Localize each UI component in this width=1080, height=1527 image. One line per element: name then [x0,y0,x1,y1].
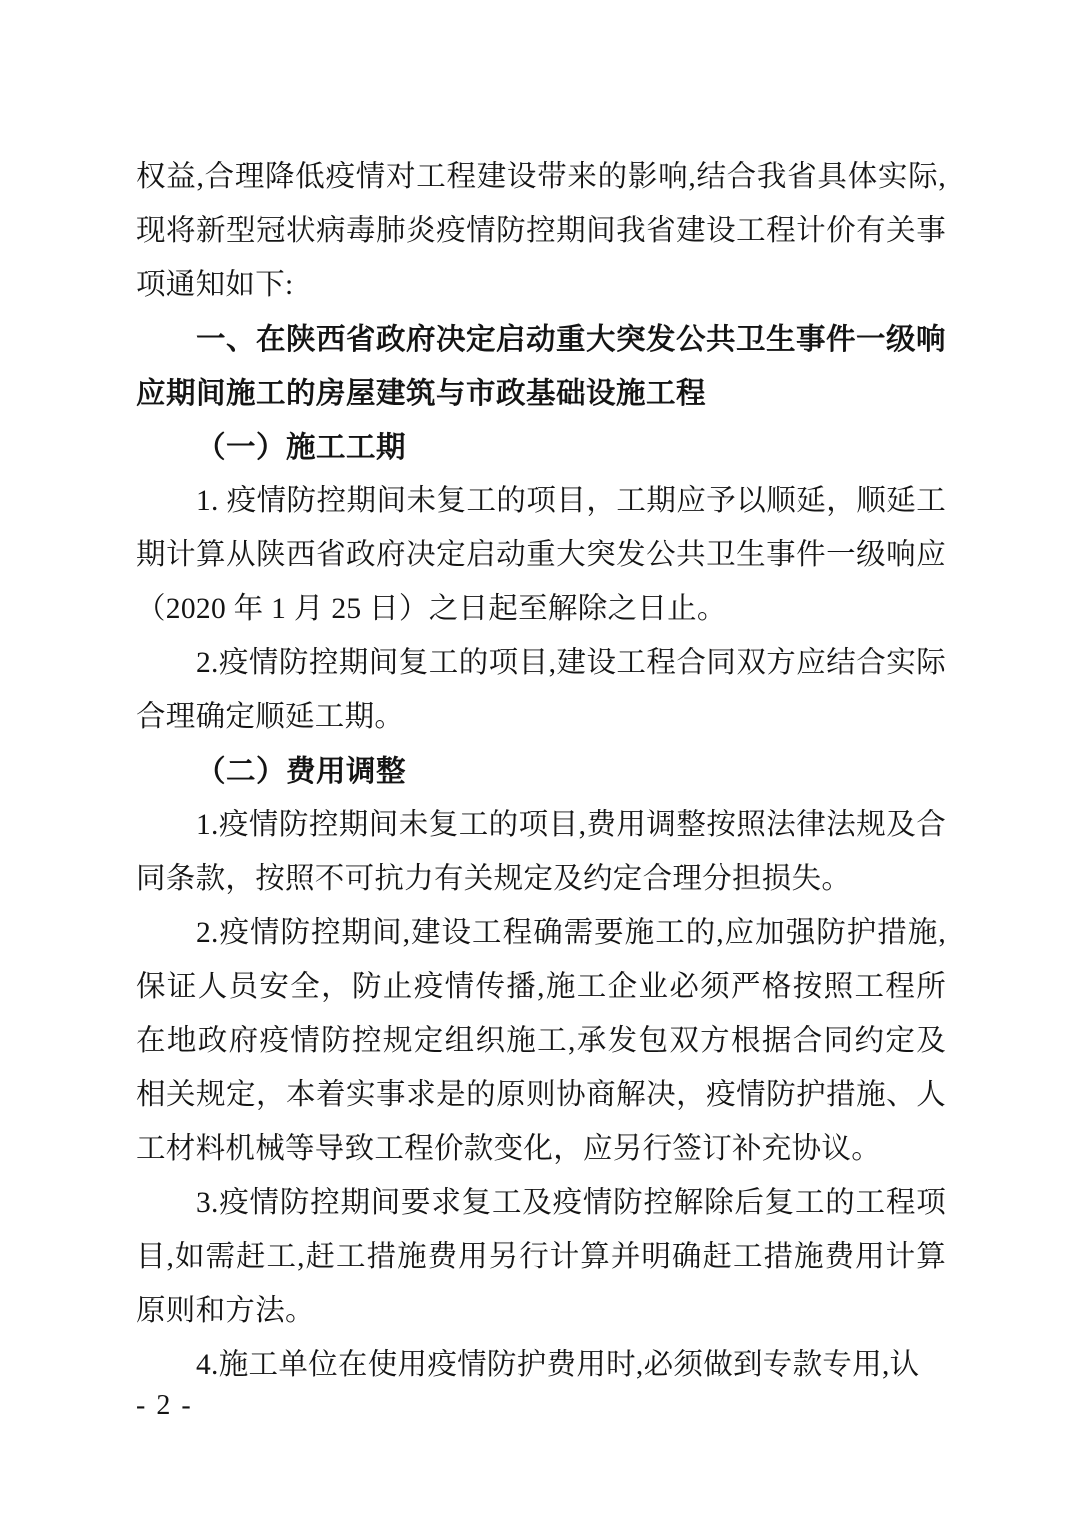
paragraph-2-1: 1.疫情防控期间未复工的项目,费用调整按照法律法规及合同条款，按照不可抗力有关规定及约定合理分担损失。 [136,809,946,895]
page-number: - 2 - [136,1390,193,1421]
paragraph-1-1: 1. 疫情防控期间未复工的项目，工期应予以顺延，顺延工期计算从陕西省政府决定启动重大突发公共卫生事件一级响应（2020 年 1 月 25 日）之日起至解除之日止。 [136,485,946,625]
section-heading-one: 一、在陕西省政府决定启动重大突发公共卫生事件一级响应期间施工的房屋建筑与市政基础设施工程 [136,321,947,410]
paragraph-2-3: 3.疫情防控期间要求复工及疫情防控解除后复工的工程项目,如需赶工,赶工措施费用另行计算并明确赶工措施费用计算原则和方法。 [136,1187,946,1327]
paragraph-1-2: 2.疫情防控期间复工的项目,建设工程合同双方应结合实际合理确定顺延工期。 [136,647,946,733]
paragraph-continuation: 权益,合理降低疫情对工程建设带来的影响,结合我省具体实际,现将新型冠状病毒肺炎疫情防控期间我省建设工程计价有关事项通知如下: [136,161,946,301]
subsection-heading-construction-period: （一）施工工期 [196,429,407,464]
subsection-heading-cost-adjustment: （二）费用调整 [196,753,407,788]
document-body [136,150,946,1392]
paragraph-2-2: 2.疫情防控期间,建设工程确需要施工的,应加强防护措施,保证人员安全，防止疫情传播,施工企业必须严格按照工程所在地政府疫情防控规定组织施工,承发包双方根据合同约定及相关规定，本着实事求是的原则协商解决，疫情防护措施、人工材料机械等导致工程价款变化，应另行签订补充协议。 [136,917,946,1165]
paragraph-2-4: 4.施工单位在使用疫情防护费用时,必须做到专款专用,认 [196,1349,920,1381]
